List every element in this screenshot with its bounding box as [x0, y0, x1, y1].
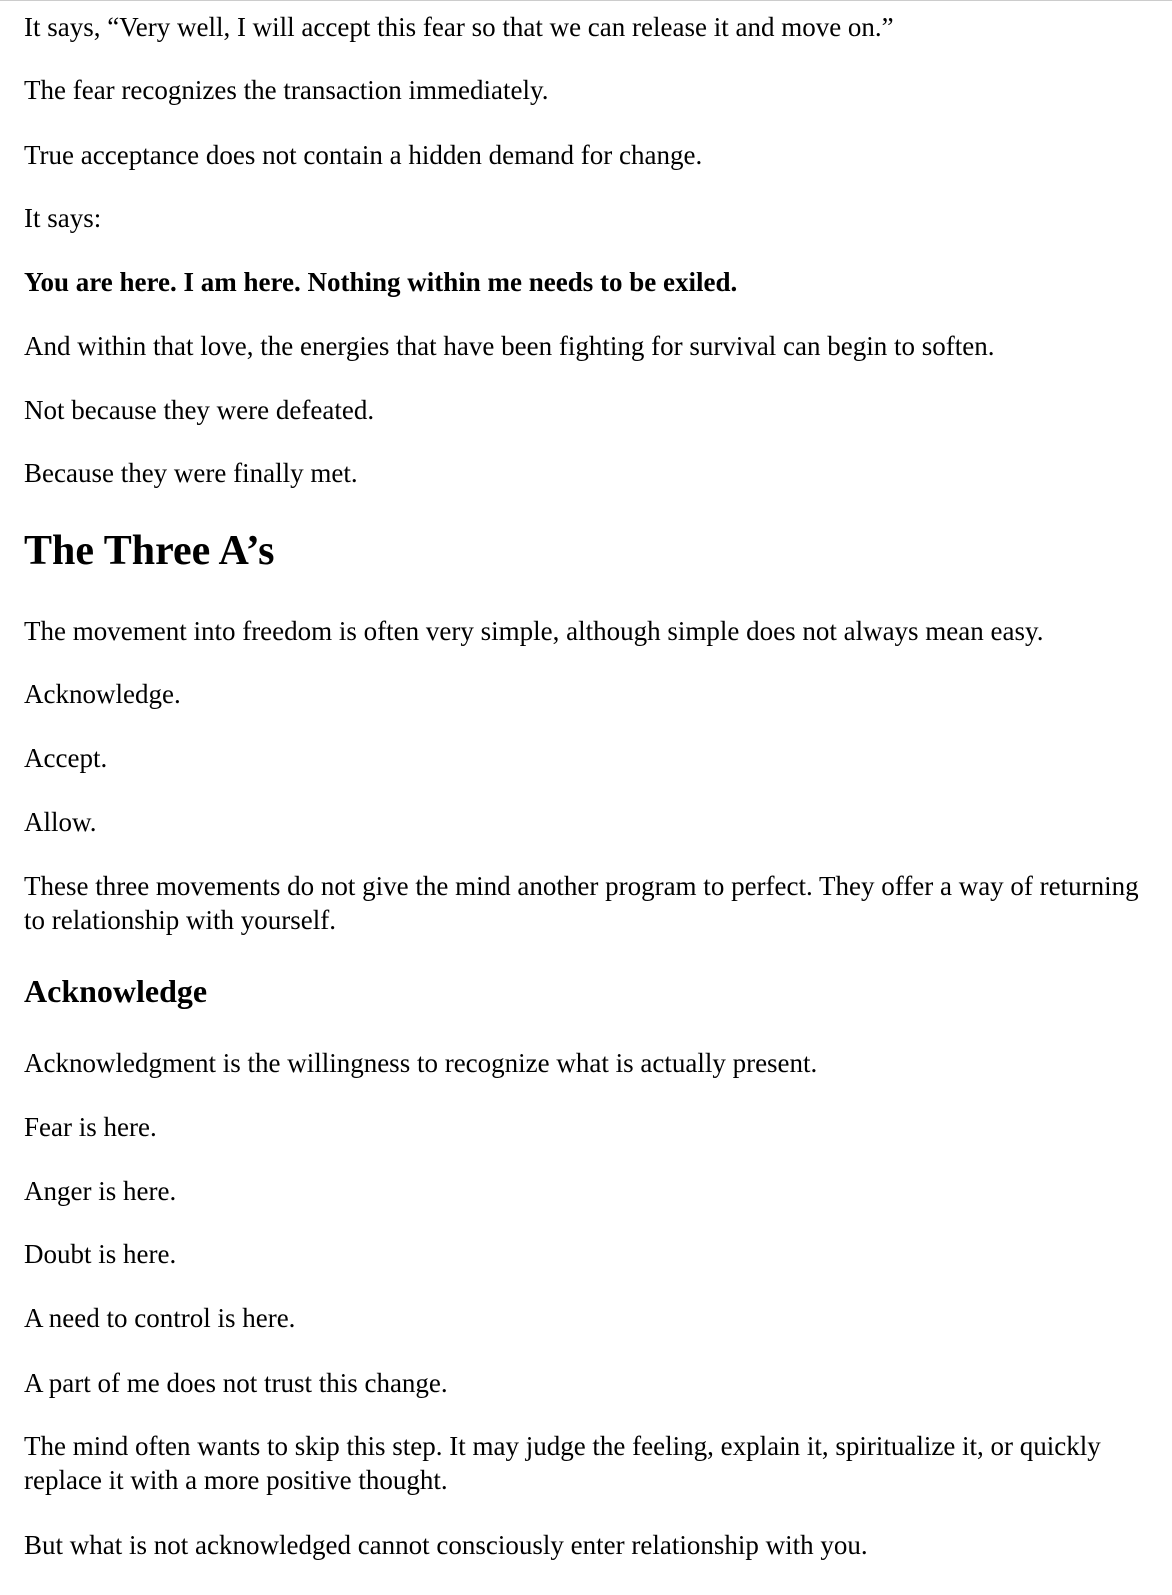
paragraph: Doubt is here. — [24, 1239, 177, 1269]
paragraph: Accept. — [24, 743, 108, 773]
paragraph: But what is not acknowledged cannot consciously enter relationship with you. — [24, 1530, 868, 1560]
bold-statement: You are here. I am here. Nothing within me needs to be exiled. — [24, 267, 738, 297]
top-divider — [0, 0, 1172, 1]
paragraph: These three movements do not give the mind another program to perfect. They offer a way of returning to relationship with yourself. — [24, 871, 1139, 935]
paragraph: Allow. — [24, 807, 97, 837]
paragraph: Acknowledge. — [24, 679, 181, 709]
paragraph: A part of me does not trust this change. — [24, 1368, 448, 1398]
paragraph: Because they were finally met. — [24, 458, 358, 488]
paragraph: Not because they were defeated. — [24, 395, 375, 425]
paragraph: The mind often wants to skip this step. It may judge the feeling, explain it, spiritualize it, or quickly replace it with a more positive thought. — [24, 1431, 1101, 1495]
paragraph: It says: — [24, 203, 102, 233]
paragraph: True acceptance does not contain a hidden demand for change. — [24, 140, 703, 170]
paragraph: The movement into freedom is often very simple, although simple does not always mean easy. — [24, 616, 1044, 646]
section-heading: The Three A’s — [24, 528, 275, 574]
paragraph: A need to control is here. — [24, 1303, 296, 1333]
paragraph: Anger is here. — [24, 1176, 177, 1206]
subsection-heading: Acknowledge — [24, 973, 208, 1009]
paragraph: It says, “Very well, I will accept this fear so that we can release it and move on.” — [24, 12, 894, 42]
paragraph: The fear recognizes the transaction immediately. — [24, 75, 549, 105]
paragraph: Acknowledgment is the willingness to recognize what is actually present. — [24, 1048, 818, 1078]
paragraph: And within that love, the energies that have been fighting for survival can begin to soften. — [24, 331, 995, 361]
paragraph: Fear is here. — [24, 1112, 157, 1142]
